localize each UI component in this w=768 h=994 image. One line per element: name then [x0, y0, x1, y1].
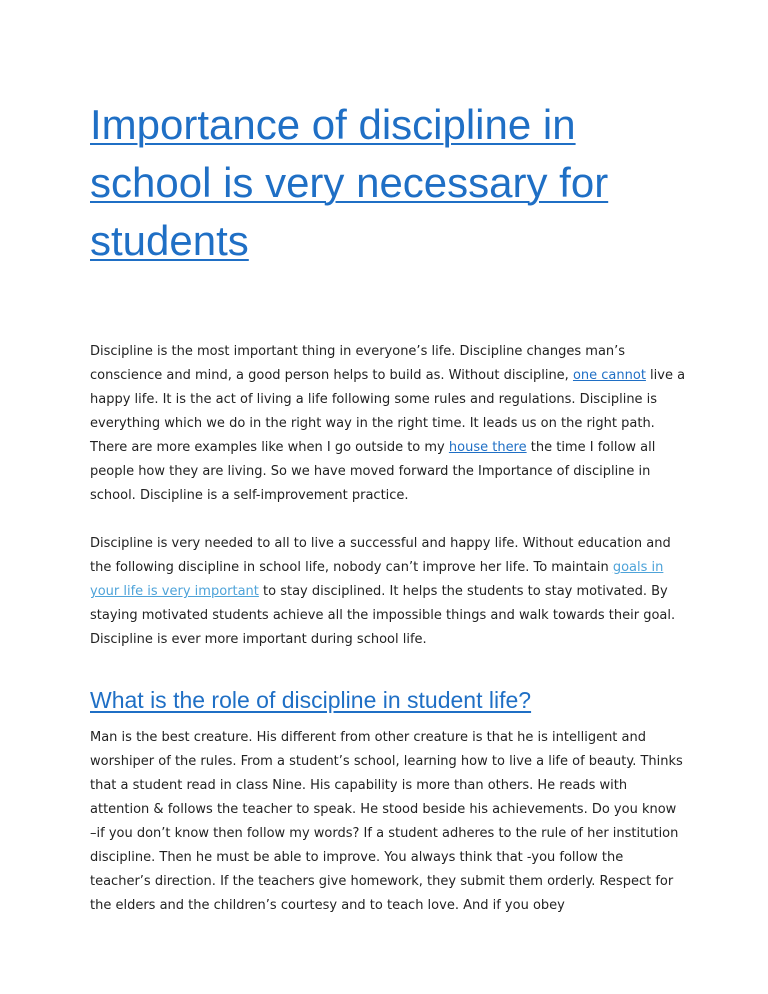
link-house-there[interactable]: house there [448, 440, 527, 455]
paragraph-intro [90, 340, 686, 508]
link-one-cannot[interactable]: one cannot [572, 368, 646, 383]
paragraph-needed [90, 532, 686, 652]
section-heading-role: What is the role of discipline in student life? [90, 687, 532, 713]
paragraph-text: Discipline is very needed to all to live a successful and happy life. Without education and the following discipline in school life, nobody can’t improve her life. To maintain [90, 536, 671, 575]
paragraph-text: live a happy life. It is the act of living a life following some rules and regulations. Discipline is everything which we do in the right way in the right time. It leads us on the right path. There are more examples like when I go outside to my [90, 368, 686, 455]
paragraph-role: Man is the best creature. His different from other creature is that he is intelligent and worshiper of the rules. From a student’s school, learning how to live a life of beauty. Thinks that a student read in class Nine. His capability is more than others. He reads with attention & follows the teacher to speak. He stood beside his achievements. Do you know –if you don’t know then follow my words? If a student adheres to the rule of her institution discipline. Then he must be able to improve. You always think that -you follow the teacher’s direction. If the teachers give homework, they submit them orderly. Respect for the elders and the children’s courtesy and to teach love. And if you obey [90, 730, 683, 913]
paragraph-text: the time I follow all people how they are living. So we have moved forward the Importance of discipline in school. Discipline is a self-improvement practice. [90, 440, 656, 503]
page-title: Importance of discipline in school is very necessary for students [90, 101, 609, 264]
paragraph-text: to stay disciplined. It helps the students to stay motivated. By staying motivated students achieve all the impossible things and walk towards their goal. Discipline is ever more important during school life. [90, 584, 676, 647]
paragraph-text: Discipline is the most important thing in everyone’s life. Discipline changes man’s conscience and mind, a good person helps to build as. Without discipline, [90, 344, 626, 383]
article-content [90, 96, 690, 918]
link-goals-important[interactable]: goals in your life is very important [90, 560, 664, 599]
